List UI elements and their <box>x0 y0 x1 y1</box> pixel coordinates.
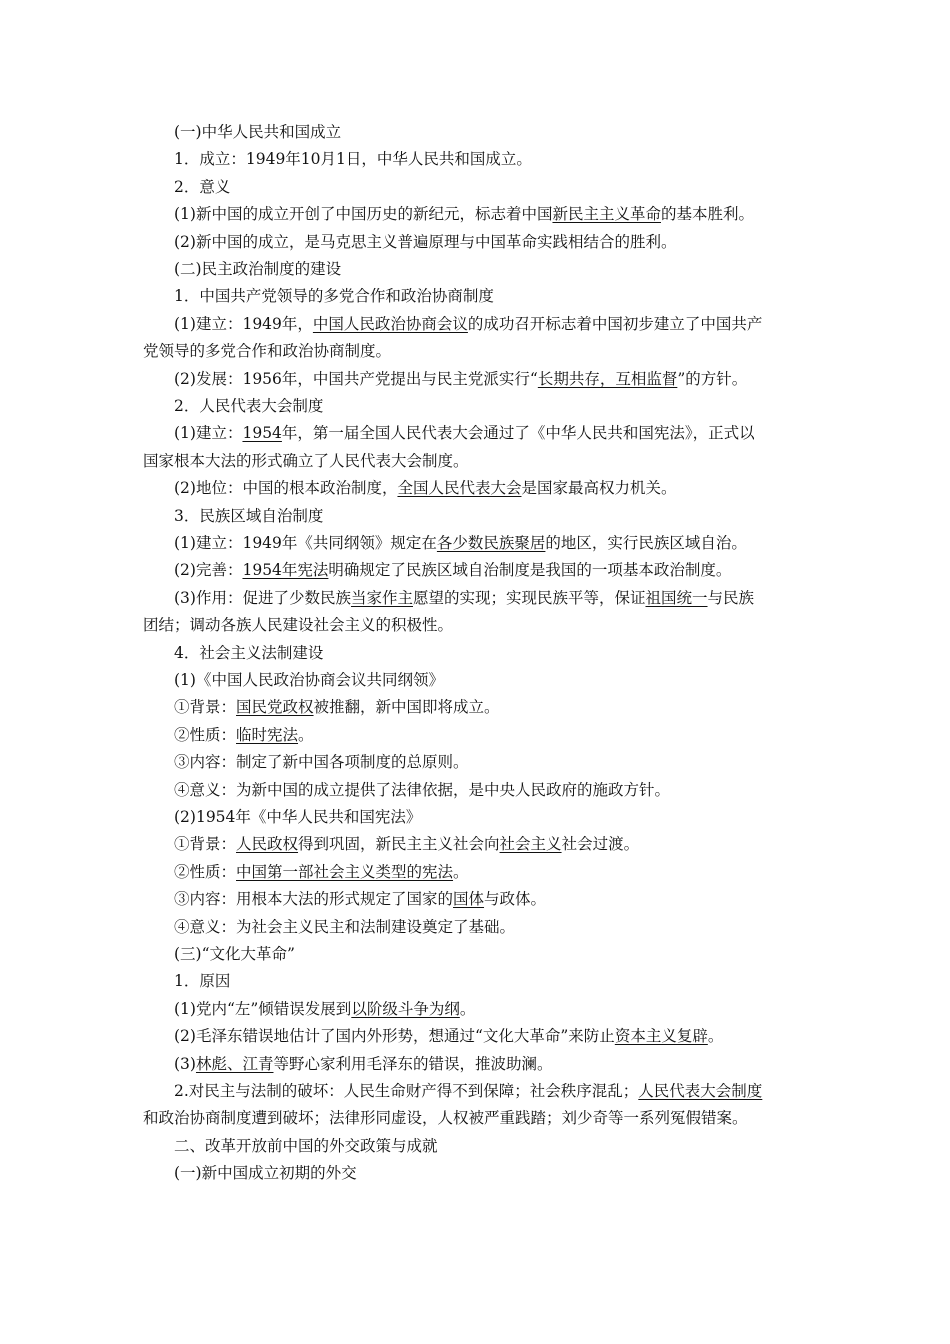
underlined-key-term: 1954 <box>242 424 282 443</box>
text-span: 1．中国共产党领导的多党合作和政治协商制度 <box>174 287 494 306</box>
text-line <box>143 204 854 224</box>
text-span: (三)“文化大革命” <box>174 945 295 963</box>
text-span: 被推翻，新中国即将成立。 <box>313 698 500 717</box>
text-span: ④意义：为新中国的成立提供了法律依据，是中央人民政府的施政方针。 <box>174 780 671 799</box>
text-line <box>143 807 854 827</box>
text-span: 3．民族区域自治制度 <box>174 506 324 525</box>
text-span: 4．社会主义法制建设 <box>174 643 324 662</box>
text-span: ①背景： <box>174 698 237 717</box>
text-span: 团结；调动各族人民建设社会主义的积极性。 <box>143 616 454 635</box>
text-span: (3) <box>174 1054 196 1073</box>
text-line <box>143 917 854 937</box>
text-span: 与政体。 <box>484 890 547 909</box>
text-span: ②性质： <box>174 725 237 744</box>
text-line <box>143 1081 854 1101</box>
text-line <box>143 971 854 991</box>
underlined-key-term: 国民党政权 <box>236 698 314 717</box>
text-line <box>143 177 854 197</box>
text-span: (一)中华人民共和国成立 <box>174 123 342 141</box>
text-span: ③内容：用根本大法的形式规定了国家的 <box>174 890 454 909</box>
underlined-key-term: 长期共存，互相监督 <box>537 369 678 388</box>
underlined-key-term: 以阶级斗争为纲 <box>351 999 460 1018</box>
text-span: 的成功召开标志着中国初步建立了中国共产 <box>467 314 763 333</box>
text-line <box>143 259 854 279</box>
text-line <box>143 588 854 608</box>
text-span: 2．意义 <box>174 177 231 196</box>
text-line <box>143 834 854 854</box>
text-line <box>143 1054 854 1074</box>
text-span: 。 <box>459 999 476 1018</box>
text-span: ②性质： <box>174 862 237 881</box>
text-span: (1)建立：1949年， <box>174 314 313 333</box>
text-span: 。 <box>453 862 469 881</box>
text-span: 年，第一届全国人民代表大会通过了《中华人民共和国宪法》，正式以 <box>281 424 755 443</box>
text-line <box>143 232 854 252</box>
text-line <box>143 780 854 800</box>
text-span: 得到巩固，新民主主义社会向 <box>298 835 500 854</box>
text-span: (2)1954年《中华人民共和国宪法》 <box>174 808 422 826</box>
text-line <box>143 725 854 745</box>
underlined-key-term: 祖国统一 <box>645 588 708 607</box>
text-span: 1．成立：1949年10月1日，中华人民共和国成立。 <box>174 150 532 169</box>
text-span: 愿望的实现；实现民族平等，保证 <box>412 588 646 607</box>
text-span: 社会过渡。 <box>561 835 640 854</box>
text-span: 是国家最高权力机关。 <box>521 479 677 498</box>
text-line <box>143 1163 854 1183</box>
text-line <box>143 286 854 306</box>
text-line <box>143 341 823 361</box>
text-span: ①背景： <box>174 835 237 854</box>
underlined-key-term: 人民政权 <box>236 835 299 854</box>
text-span: 明确规定了民族区域自治制度是我国的一项基本政治制度。 <box>328 561 732 580</box>
text-line <box>143 533 854 553</box>
text-span: 2.对民主与法制的破坏：人民生命财产得不到保障；社会秩序混乱； <box>174 1082 639 1100</box>
underlined-key-term: 资本主义复辟 <box>614 1027 708 1046</box>
text-span: ”的方针。 <box>677 369 748 388</box>
underlined-key-term: 中国第一部社会主义类型的宪法 <box>236 862 454 881</box>
text-span: 党领导的多党合作和政治协商制度。 <box>143 342 392 361</box>
text-line <box>143 862 854 882</box>
text-line <box>143 369 854 389</box>
text-span: ③内容：制定了新中国各项制度的总原则。 <box>174 753 469 772</box>
underlined-key-term: 林彪、江青 <box>195 1054 274 1073</box>
underlined-key-term: 1954年宪法 <box>242 561 329 580</box>
text-span: (1)党内“左”倾错误发展到 <box>174 999 352 1018</box>
underlined-key-term: 人民代表大会制度 <box>638 1082 763 1100</box>
text-line <box>143 1136 854 1156</box>
text-span: (2)毛泽东错误地估计了国内外形势，想通过“文化大革命”来防止 <box>174 1027 615 1046</box>
underlined-key-term: 全国人民代表大会 <box>397 479 522 498</box>
text-span: 。 <box>298 725 314 744</box>
text-line <box>143 889 854 909</box>
underlined-key-term: 社会主义 <box>499 835 562 854</box>
text-span: (2)完善： <box>174 561 243 580</box>
text-line <box>143 1026 854 1046</box>
underlined-key-term: 临时宪法 <box>236 725 299 744</box>
text-span: (二)民主政治制度的建设 <box>174 260 342 278</box>
text-span: (2)地位：中国的根本政治制度， <box>174 479 398 498</box>
text-line <box>143 752 854 772</box>
text-span: 。 <box>707 1027 724 1046</box>
text-line <box>143 560 854 580</box>
text-line <box>143 506 854 526</box>
text-line <box>143 999 854 1019</box>
text-line <box>143 615 823 635</box>
text-span: 的基本胜利。 <box>660 205 754 224</box>
text-line <box>143 944 854 964</box>
text-span: (1)建立： <box>174 424 243 443</box>
underlined-key-term: 中国人民政治协商会议 <box>312 314 468 333</box>
text-span: 二、改革开放前中国的外交政策与成就 <box>174 1136 438 1155</box>
underlined-key-term: 各少数民族聚居 <box>436 534 546 552</box>
text-line <box>143 697 854 717</box>
text-span: (1)《中国人民政治协商会议共同纲领》 <box>174 671 444 689</box>
underlined-key-term: 国体 <box>453 890 485 909</box>
text-span: 和政治协商制度遭到破坏；法律形同虚设，人权被严重践踏；刘少奇等一系列冤假错案。 <box>143 1109 748 1128</box>
text-line <box>143 478 854 498</box>
text-line <box>143 643 854 663</box>
text-span: 等野心家利用毛泽东的错误，推波助澜。 <box>273 1054 553 1073</box>
text-line <box>143 670 854 690</box>
text-span: (2)发展：1956年，中国共产党提出与民主党派实行“ <box>174 369 538 388</box>
text-span: 与民族 <box>707 588 755 607</box>
text-span: (1)建立：1949年《共同纲领》规定在 <box>174 534 437 552</box>
underlined-key-term: 新民主主义革命 <box>552 205 661 224</box>
text-span: 2．人民代表大会制度 <box>174 397 324 415</box>
text-span: ④意义：为社会主义民主和法制建设奠定了基础。 <box>174 917 516 936</box>
text-span: (1)新中国的成立开创了中国历史的新纪元，标志着中国 <box>174 205 553 224</box>
underlined-key-term: 当家作主 <box>350 588 413 607</box>
text-line <box>143 314 854 334</box>
text-span: (3)作用：促进了少数民族 <box>174 588 351 607</box>
text-line <box>143 149 854 169</box>
text-span: (一)新中国成立初期的外交 <box>174 1164 357 1183</box>
text-line <box>143 122 854 142</box>
text-line <box>143 423 854 443</box>
text-span: 1．原因 <box>174 972 231 991</box>
text-line <box>143 451 823 471</box>
text-span: (2)新中国的成立，是马克思主义普遍原理与中国革命实践相结合的胜利。 <box>174 232 677 251</box>
text-span: 的地区，实行民族区域自治。 <box>545 534 747 552</box>
text-line <box>143 396 854 416</box>
text-line <box>143 1108 823 1128</box>
text-span: 国家根本大法的形式确立了人民代表大会制度。 <box>143 451 469 470</box>
